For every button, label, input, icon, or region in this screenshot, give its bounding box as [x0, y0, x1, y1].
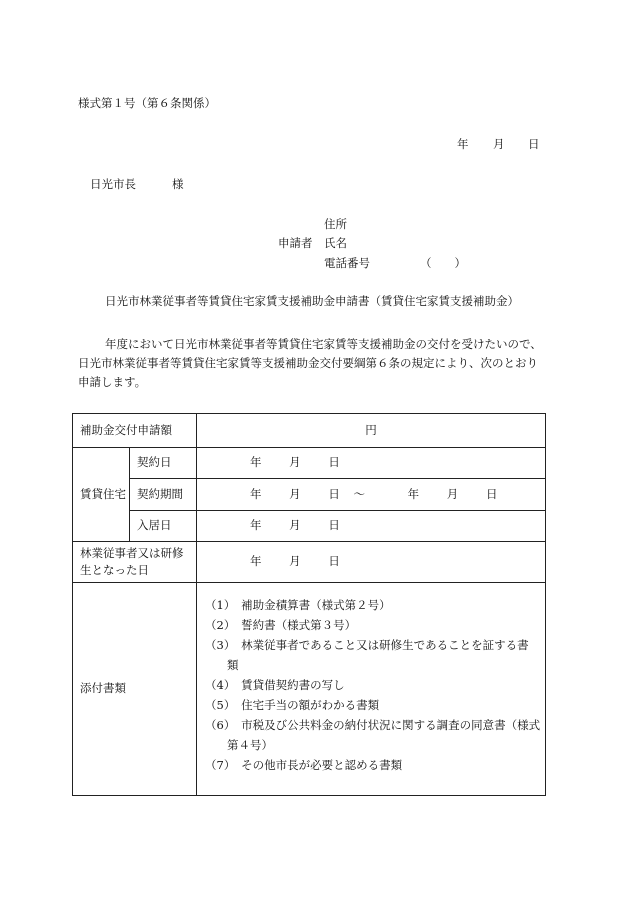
phone-parens: （ ）: [420, 256, 466, 270]
worker-date-row: [73, 542, 546, 583]
date-day-label: 日: [528, 137, 540, 151]
date-year-label: 年: [457, 137, 469, 151]
period-end-year: 年: [407, 486, 420, 501]
attachments-row: [73, 583, 546, 796]
move-in-year: 年: [250, 518, 262, 533]
addressee-mayor: 日光市長: [90, 177, 136, 191]
worker-label-line-2: 生となった日: [80, 563, 149, 577]
attachment-item: （5） 住宅手当の額がわかる書類: [205, 698, 380, 712]
contract-period-value: [197, 479, 546, 511]
amount-row: [73, 414, 546, 448]
period-end-day: 日: [485, 486, 498, 501]
worker-date-month: 月: [289, 554, 301, 569]
worker-date-label: [73, 542, 197, 583]
worker-label-line-1: 林業従事者又は研修: [80, 545, 184, 560]
attachment-item: （2） 誓約書（様式第３号）: [205, 618, 357, 632]
worker-date-value: [197, 542, 546, 583]
body-line-2: 日光市林業従事者等賃貸住宅家賃等支援補助金交付要綱第６条の規定により、次のとおり: [78, 356, 538, 370]
move-in-day: 日: [328, 518, 340, 533]
attachment-item-continuation: 類: [227, 658, 239, 672]
period-end-month: 月: [446, 486, 459, 501]
attachment-item: （4） 賃貸借契約書の写し: [205, 678, 345, 692]
amount-label: 補助金交付申請額: [73, 414, 197, 448]
attachment-item: （6） 市税及び公共料金の納付状況に関する調査の同意書（様式: [205, 718, 541, 732]
move-in-row: [73, 511, 546, 542]
contract-period-row: [73, 479, 546, 511]
housing-label: 賃貸住宅: [73, 448, 130, 542]
period-start-day: 日: [328, 486, 340, 501]
period-start-year: 年: [250, 486, 262, 501]
address-label: 住所: [324, 217, 347, 231]
phone-label: 電話番号: [324, 256, 370, 270]
move-in-value: [197, 511, 546, 542]
application-table: [72, 413, 546, 796]
move-in-label: 入居日: [130, 511, 197, 542]
worker-date-year: 年: [250, 554, 262, 569]
attachment-item-continuation: 第４号）: [227, 738, 273, 752]
body-line-3: 申請します。: [78, 375, 147, 389]
attachment-item: （3） 林業従事者であること又は研修生であることを証する書: [205, 638, 529, 652]
move-in-month: 月: [289, 518, 301, 533]
name-label: 氏名: [324, 236, 347, 250]
period-tilde: ～: [353, 486, 365, 501]
document-title: 日光市林業従事者等賃貸住宅家賃支援補助金申請書（賃貸住宅家賃支援補助金）: [105, 294, 519, 308]
contract-period-label: 契約期間: [130, 479, 197, 511]
attachment-item: （1） 補助金積算書（様式第２号）: [205, 598, 391, 612]
contract-date-label: 契約日: [130, 448, 197, 479]
worker-date-day: 日: [328, 554, 340, 569]
date-month-label: 月: [493, 137, 505, 151]
attachments-list: [197, 583, 546, 796]
attachment-item: （7） その他市長が必要と認める書類: [205, 758, 403, 772]
attachments-label: 添付書類: [73, 583, 197, 796]
amount-unit: 円: [197, 414, 546, 448]
contract-date-value: [197, 448, 546, 479]
contract-date-row: [73, 448, 546, 479]
contract-date-year: 年: [250, 455, 262, 470]
body-line-1: 年度において日光市林業従事者等賃貸住宅家賃等支援補助金の交付を受けたいので、: [105, 337, 542, 351]
contract-date-day: 日: [328, 455, 340, 470]
addressee-honorific: 様: [172, 177, 184, 191]
applicant-label: 申請者: [278, 236, 313, 250]
contract-date-month: 月: [289, 455, 301, 470]
form-number: 様式第１号（第６条関係）: [78, 96, 216, 110]
period-start-month: 月: [289, 486, 301, 501]
